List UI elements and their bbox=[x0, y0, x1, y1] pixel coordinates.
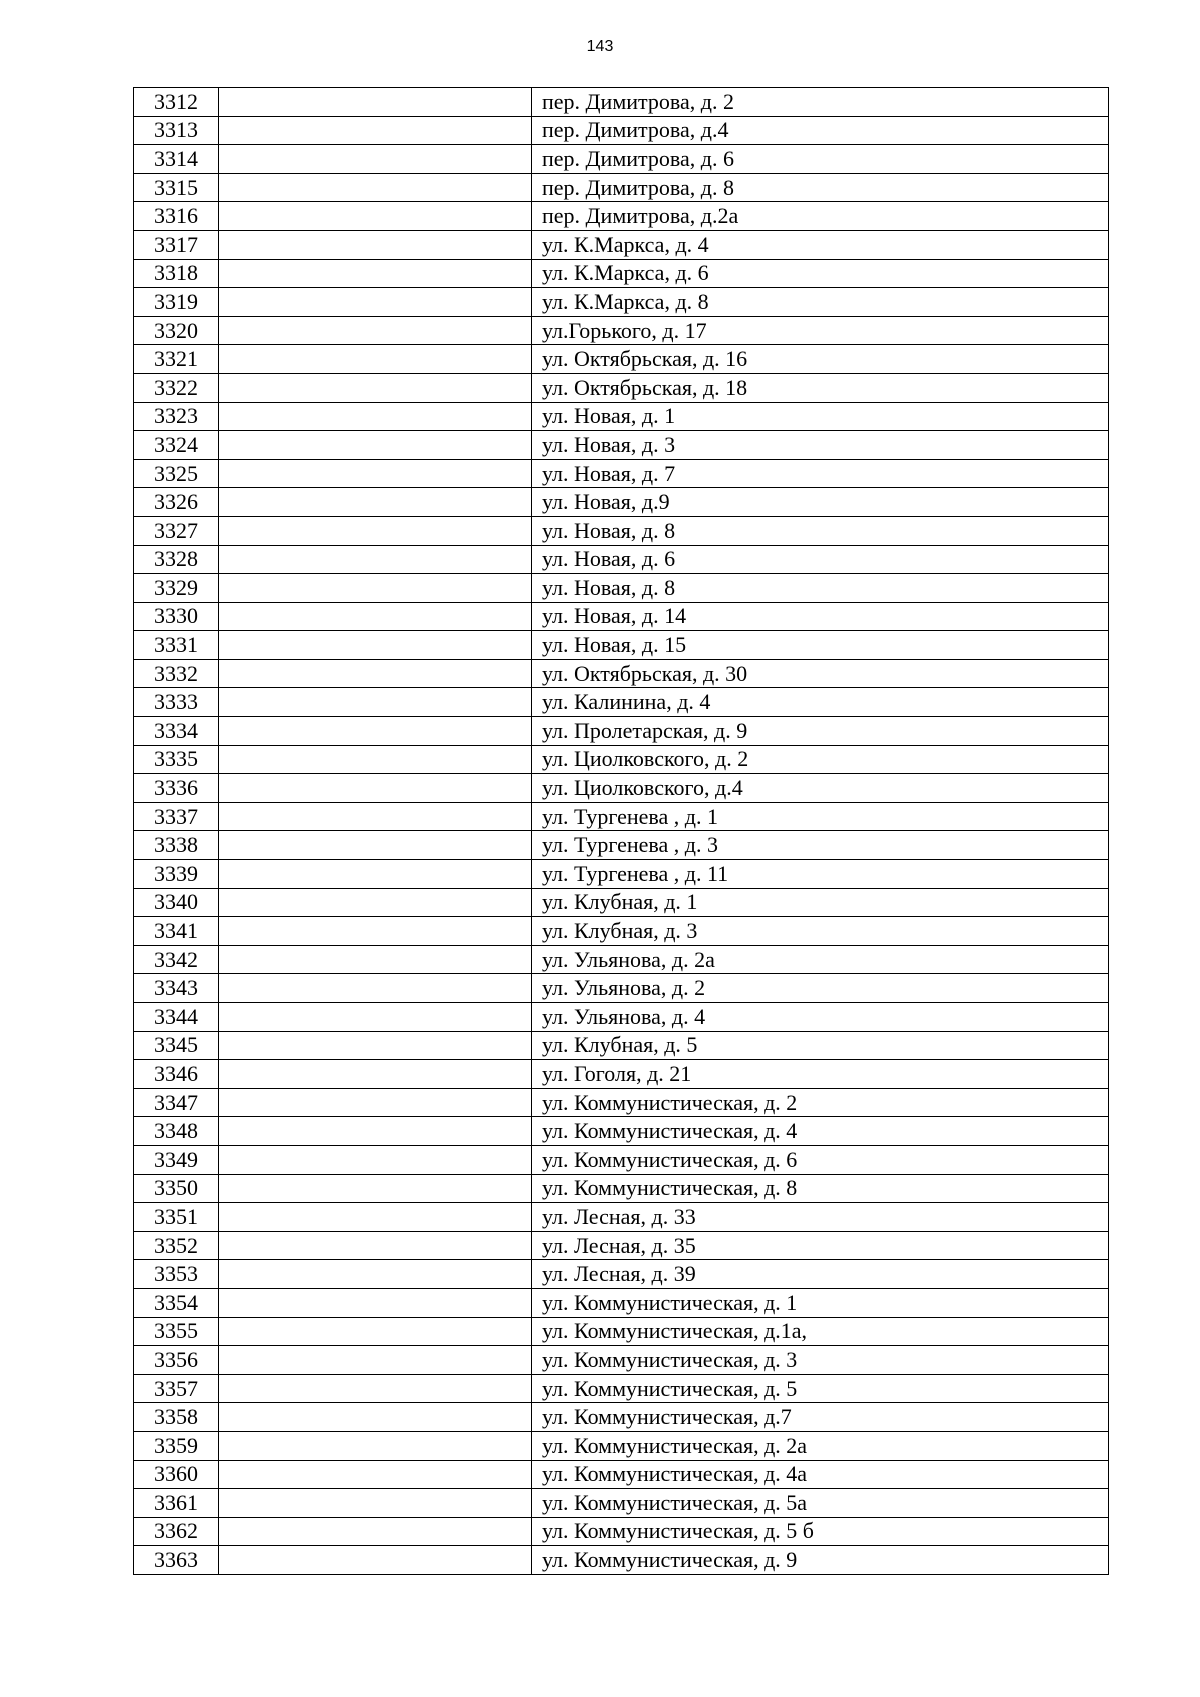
table-row bbox=[134, 288, 1109, 317]
address-cell: ул. Лесная, д. 33 bbox=[532, 1203, 1109, 1232]
row-number-cell: 3346 bbox=[134, 1060, 219, 1089]
address-cell: ул. Коммунистическая, д. 4а bbox=[532, 1460, 1109, 1489]
address-cell: ул. К.Маркса, д. 4 bbox=[532, 230, 1109, 259]
row-number-cell: 3323 bbox=[134, 402, 219, 431]
row-number-cell: 3341 bbox=[134, 917, 219, 946]
empty-cell bbox=[219, 1546, 532, 1575]
row-number-cell: 3351 bbox=[134, 1203, 219, 1232]
empty-cell bbox=[219, 602, 532, 631]
table-row bbox=[134, 230, 1109, 259]
empty-cell bbox=[219, 888, 532, 917]
row-number-cell: 3319 bbox=[134, 288, 219, 317]
table-row bbox=[134, 1374, 1109, 1403]
table-row bbox=[134, 774, 1109, 803]
empty-cell bbox=[219, 431, 532, 460]
empty-cell bbox=[219, 1346, 532, 1375]
empty-cell bbox=[219, 945, 532, 974]
address-cell: ул. Циолковского, д. 2 bbox=[532, 745, 1109, 774]
table-row bbox=[134, 116, 1109, 145]
row-number-cell: 3342 bbox=[134, 945, 219, 974]
table-row bbox=[134, 717, 1109, 746]
table-row bbox=[134, 917, 1109, 946]
table-row bbox=[134, 345, 1109, 374]
table-row bbox=[134, 1546, 1109, 1575]
table-row bbox=[134, 602, 1109, 631]
row-number-cell: 3329 bbox=[134, 574, 219, 603]
address-cell: ул. Новая, д.9 bbox=[532, 488, 1109, 517]
address-cell: ул. Циолковского, д.4 bbox=[532, 774, 1109, 803]
address-cell: ул. Новая, д. 14 bbox=[532, 602, 1109, 631]
row-number-cell: 3354 bbox=[134, 1288, 219, 1317]
address-cell: ул. Ульянова, д. 2 bbox=[532, 974, 1109, 1003]
table-row bbox=[134, 516, 1109, 545]
address-cell: ул. Новая, д. 6 bbox=[532, 545, 1109, 574]
table-row bbox=[134, 1317, 1109, 1346]
empty-cell bbox=[219, 659, 532, 688]
table-row bbox=[134, 431, 1109, 460]
row-number-cell: 3312 bbox=[134, 88, 219, 117]
table-row bbox=[134, 631, 1109, 660]
table-row bbox=[134, 1260, 1109, 1289]
row-number-cell: 3337 bbox=[134, 802, 219, 831]
row-number-cell: 3340 bbox=[134, 888, 219, 917]
row-number-cell: 3355 bbox=[134, 1317, 219, 1346]
empty-cell bbox=[219, 459, 532, 488]
address-cell: ул. Тургенева , д. 11 bbox=[532, 860, 1109, 889]
table-row bbox=[134, 373, 1109, 402]
row-number-cell: 3348 bbox=[134, 1117, 219, 1146]
address-cell: ул. Коммунистическая, д. 1 bbox=[532, 1288, 1109, 1317]
table-row bbox=[134, 574, 1109, 603]
row-number-cell: 3316 bbox=[134, 202, 219, 231]
address-cell: ул. Тургенева , д. 3 bbox=[532, 831, 1109, 860]
row-number-cell: 3318 bbox=[134, 259, 219, 288]
empty-cell bbox=[219, 516, 532, 545]
table-row bbox=[134, 860, 1109, 889]
address-cell: ул. Гоголя, д. 21 bbox=[532, 1060, 1109, 1089]
empty-cell bbox=[219, 1317, 532, 1346]
row-number-cell: 3315 bbox=[134, 173, 219, 202]
address-cell: ул. Новая, д. 1 bbox=[532, 402, 1109, 431]
row-number-cell: 3345 bbox=[134, 1031, 219, 1060]
empty-cell bbox=[219, 860, 532, 889]
empty-cell bbox=[219, 917, 532, 946]
row-number-cell: 3338 bbox=[134, 831, 219, 860]
empty-cell bbox=[219, 1374, 532, 1403]
row-number-cell: 3356 bbox=[134, 1346, 219, 1375]
row-number-cell: 3330 bbox=[134, 602, 219, 631]
row-number-cell: 3317 bbox=[134, 230, 219, 259]
row-number-cell: 3325 bbox=[134, 459, 219, 488]
address-cell: ул. Новая, д. 15 bbox=[532, 631, 1109, 660]
page-number: 143 bbox=[586, 38, 614, 55]
empty-cell bbox=[219, 230, 532, 259]
address-cell: ул. К.Маркса, д. 8 bbox=[532, 288, 1109, 317]
address-cell: ул.Горького, д. 17 bbox=[532, 316, 1109, 345]
empty-cell bbox=[219, 1174, 532, 1203]
empty-cell bbox=[219, 717, 532, 746]
table-row bbox=[134, 545, 1109, 574]
row-number-cell: 3360 bbox=[134, 1460, 219, 1489]
row-number-cell: 3328 bbox=[134, 545, 219, 574]
empty-cell bbox=[219, 974, 532, 1003]
empty-cell bbox=[219, 373, 532, 402]
empty-cell bbox=[219, 202, 532, 231]
row-number-cell: 3326 bbox=[134, 488, 219, 517]
address-cell: ул. Коммунистическая, д. 4 bbox=[532, 1117, 1109, 1146]
address-cell: ул. Новая, д. 7 bbox=[532, 459, 1109, 488]
empty-cell bbox=[219, 545, 532, 574]
empty-cell bbox=[219, 688, 532, 717]
address-cell: ул. Ульянова, д. 2а bbox=[532, 945, 1109, 974]
empty-cell bbox=[219, 631, 532, 660]
row-number-cell: 3349 bbox=[134, 1145, 219, 1174]
table-row bbox=[134, 1231, 1109, 1260]
row-number-cell: 3363 bbox=[134, 1546, 219, 1575]
empty-cell bbox=[219, 745, 532, 774]
address-cell: ул. Коммунистическая, д. 5 б bbox=[532, 1517, 1109, 1546]
table-row bbox=[134, 1088, 1109, 1117]
address-cell: ул. Лесная, д. 39 bbox=[532, 1260, 1109, 1289]
table-row bbox=[134, 1288, 1109, 1317]
row-number-cell: 3335 bbox=[134, 745, 219, 774]
table-row bbox=[134, 259, 1109, 288]
address-cell: ул. Пролетарская, д. 9 bbox=[532, 717, 1109, 746]
empty-cell bbox=[219, 1031, 532, 1060]
address-cell: пер. Димитрова, д. 2 bbox=[532, 88, 1109, 117]
table-row bbox=[134, 88, 1109, 117]
empty-cell bbox=[219, 145, 532, 174]
row-number-cell: 3313 bbox=[134, 116, 219, 145]
address-cell: ул. Коммунистическая, д. 2 bbox=[532, 1088, 1109, 1117]
row-number-cell: 3334 bbox=[134, 717, 219, 746]
empty-cell bbox=[219, 1288, 532, 1317]
empty-cell bbox=[219, 831, 532, 860]
row-number-cell: 3321 bbox=[134, 345, 219, 374]
row-number-cell: 3314 bbox=[134, 145, 219, 174]
table-row bbox=[134, 1031, 1109, 1060]
table-row bbox=[134, 202, 1109, 231]
table-row bbox=[134, 945, 1109, 974]
address-cell: ул. Коммунистическая, д. 6 bbox=[532, 1145, 1109, 1174]
table-row bbox=[134, 1117, 1109, 1146]
empty-cell bbox=[219, 173, 532, 202]
empty-cell bbox=[219, 1231, 532, 1260]
table-row bbox=[134, 1431, 1109, 1460]
address-cell: ул. К.Маркса, д. 6 bbox=[532, 259, 1109, 288]
row-number-cell: 3344 bbox=[134, 1003, 219, 1032]
address-cell: ул. Коммунистическая, д. 3 bbox=[532, 1346, 1109, 1375]
empty-cell bbox=[219, 1403, 532, 1432]
address-cell: пер. Димитрова, д.2а bbox=[532, 202, 1109, 231]
empty-cell bbox=[219, 1088, 532, 1117]
table-row bbox=[134, 745, 1109, 774]
empty-cell bbox=[219, 402, 532, 431]
address-table bbox=[133, 87, 1109, 1575]
address-cell: ул. Октябрьская, д. 30 bbox=[532, 659, 1109, 688]
address-cell: ул. Калинина, д. 4 bbox=[532, 688, 1109, 717]
table-row bbox=[134, 1403, 1109, 1432]
empty-cell bbox=[219, 116, 532, 145]
table-row bbox=[134, 974, 1109, 1003]
row-number-cell: 3336 bbox=[134, 774, 219, 803]
table-row bbox=[134, 888, 1109, 917]
empty-cell bbox=[219, 88, 532, 117]
table-row bbox=[134, 659, 1109, 688]
address-cell: пер. Димитрова, д. 8 bbox=[532, 173, 1109, 202]
table-row bbox=[134, 459, 1109, 488]
row-number-cell: 3333 bbox=[134, 688, 219, 717]
empty-cell bbox=[219, 574, 532, 603]
address-cell: ул. Октябрьская, д. 16 bbox=[532, 345, 1109, 374]
row-number-cell: 3353 bbox=[134, 1260, 219, 1289]
table-row bbox=[134, 1203, 1109, 1232]
empty-cell bbox=[219, 316, 532, 345]
empty-cell bbox=[219, 1060, 532, 1089]
row-number-cell: 3322 bbox=[134, 373, 219, 402]
row-number-cell: 3350 bbox=[134, 1174, 219, 1203]
address-cell: ул. Коммунистическая, д. 9 bbox=[532, 1546, 1109, 1575]
address-cell: ул. Ульянова, д. 4 bbox=[532, 1003, 1109, 1032]
row-number-cell: 3331 bbox=[134, 631, 219, 660]
empty-cell bbox=[219, 1003, 532, 1032]
address-cell: ул. Лесная, д. 35 bbox=[532, 1231, 1109, 1260]
empty-cell bbox=[219, 1517, 532, 1546]
empty-cell bbox=[219, 1489, 532, 1518]
empty-cell bbox=[219, 1460, 532, 1489]
row-number-cell: 3324 bbox=[134, 431, 219, 460]
address-cell: пер. Димитрова, д.4 bbox=[532, 116, 1109, 145]
address-cell: ул. Новая, д. 8 bbox=[532, 574, 1109, 603]
address-cell: ул. Коммунистическая, д. 5 bbox=[532, 1374, 1109, 1403]
table-row bbox=[134, 1174, 1109, 1203]
address-cell: ул. Новая, д. 8 bbox=[532, 516, 1109, 545]
table-row bbox=[134, 1145, 1109, 1174]
row-number-cell: 3347 bbox=[134, 1088, 219, 1117]
address-cell: пер. Димитрова, д. 6 bbox=[532, 145, 1109, 174]
address-table-body bbox=[134, 88, 1109, 1575]
row-number-cell: 3332 bbox=[134, 659, 219, 688]
address-cell: ул. Новая, д. 3 bbox=[532, 431, 1109, 460]
row-number-cell: 3320 bbox=[134, 316, 219, 345]
table-row bbox=[134, 1460, 1109, 1489]
address-cell: ул. Коммунистическая, д.1а, bbox=[532, 1317, 1109, 1346]
row-number-cell: 3357 bbox=[134, 1374, 219, 1403]
empty-cell bbox=[219, 1203, 532, 1232]
address-cell: ул. Октябрьская, д. 18 bbox=[532, 373, 1109, 402]
table-row bbox=[134, 173, 1109, 202]
empty-cell bbox=[219, 774, 532, 803]
empty-cell bbox=[219, 1117, 532, 1146]
table-row bbox=[134, 1517, 1109, 1546]
address-cell: ул. Коммунистическая, д. 8 bbox=[532, 1174, 1109, 1203]
row-number-cell: 3352 bbox=[134, 1231, 219, 1260]
table-row bbox=[134, 1489, 1109, 1518]
empty-cell bbox=[219, 259, 532, 288]
empty-cell bbox=[219, 1260, 532, 1289]
table-row bbox=[134, 1003, 1109, 1032]
empty-cell bbox=[219, 288, 532, 317]
table-row bbox=[134, 1346, 1109, 1375]
address-cell: ул. Клубная, д. 1 bbox=[532, 888, 1109, 917]
table-row bbox=[134, 488, 1109, 517]
empty-cell bbox=[219, 488, 532, 517]
row-number-cell: 3361 bbox=[134, 1489, 219, 1518]
address-cell: ул. Коммунистическая, д.7 bbox=[532, 1403, 1109, 1432]
table-row bbox=[134, 802, 1109, 831]
empty-cell bbox=[219, 802, 532, 831]
address-cell: ул. Клубная, д. 3 bbox=[532, 917, 1109, 946]
table-row bbox=[134, 831, 1109, 860]
empty-cell bbox=[219, 1431, 532, 1460]
row-number-cell: 3358 bbox=[134, 1403, 219, 1432]
table-row bbox=[134, 1060, 1109, 1089]
empty-cell bbox=[219, 1145, 532, 1174]
table-row bbox=[134, 402, 1109, 431]
address-cell: ул. Коммунистическая, д. 2а bbox=[532, 1431, 1109, 1460]
empty-cell bbox=[219, 345, 532, 374]
row-number-cell: 3343 bbox=[134, 974, 219, 1003]
row-number-cell: 3362 bbox=[134, 1517, 219, 1546]
row-number-cell: 3339 bbox=[134, 860, 219, 889]
table-row bbox=[134, 316, 1109, 345]
row-number-cell: 3359 bbox=[134, 1431, 219, 1460]
row-number-cell: 3327 bbox=[134, 516, 219, 545]
table-row bbox=[134, 688, 1109, 717]
table-row bbox=[134, 145, 1109, 174]
address-cell: ул. Клубная, д. 5 bbox=[532, 1031, 1109, 1060]
address-cell: ул. Тургенева , д. 1 bbox=[532, 802, 1109, 831]
address-cell: ул. Коммунистическая, д. 5а bbox=[532, 1489, 1109, 1518]
